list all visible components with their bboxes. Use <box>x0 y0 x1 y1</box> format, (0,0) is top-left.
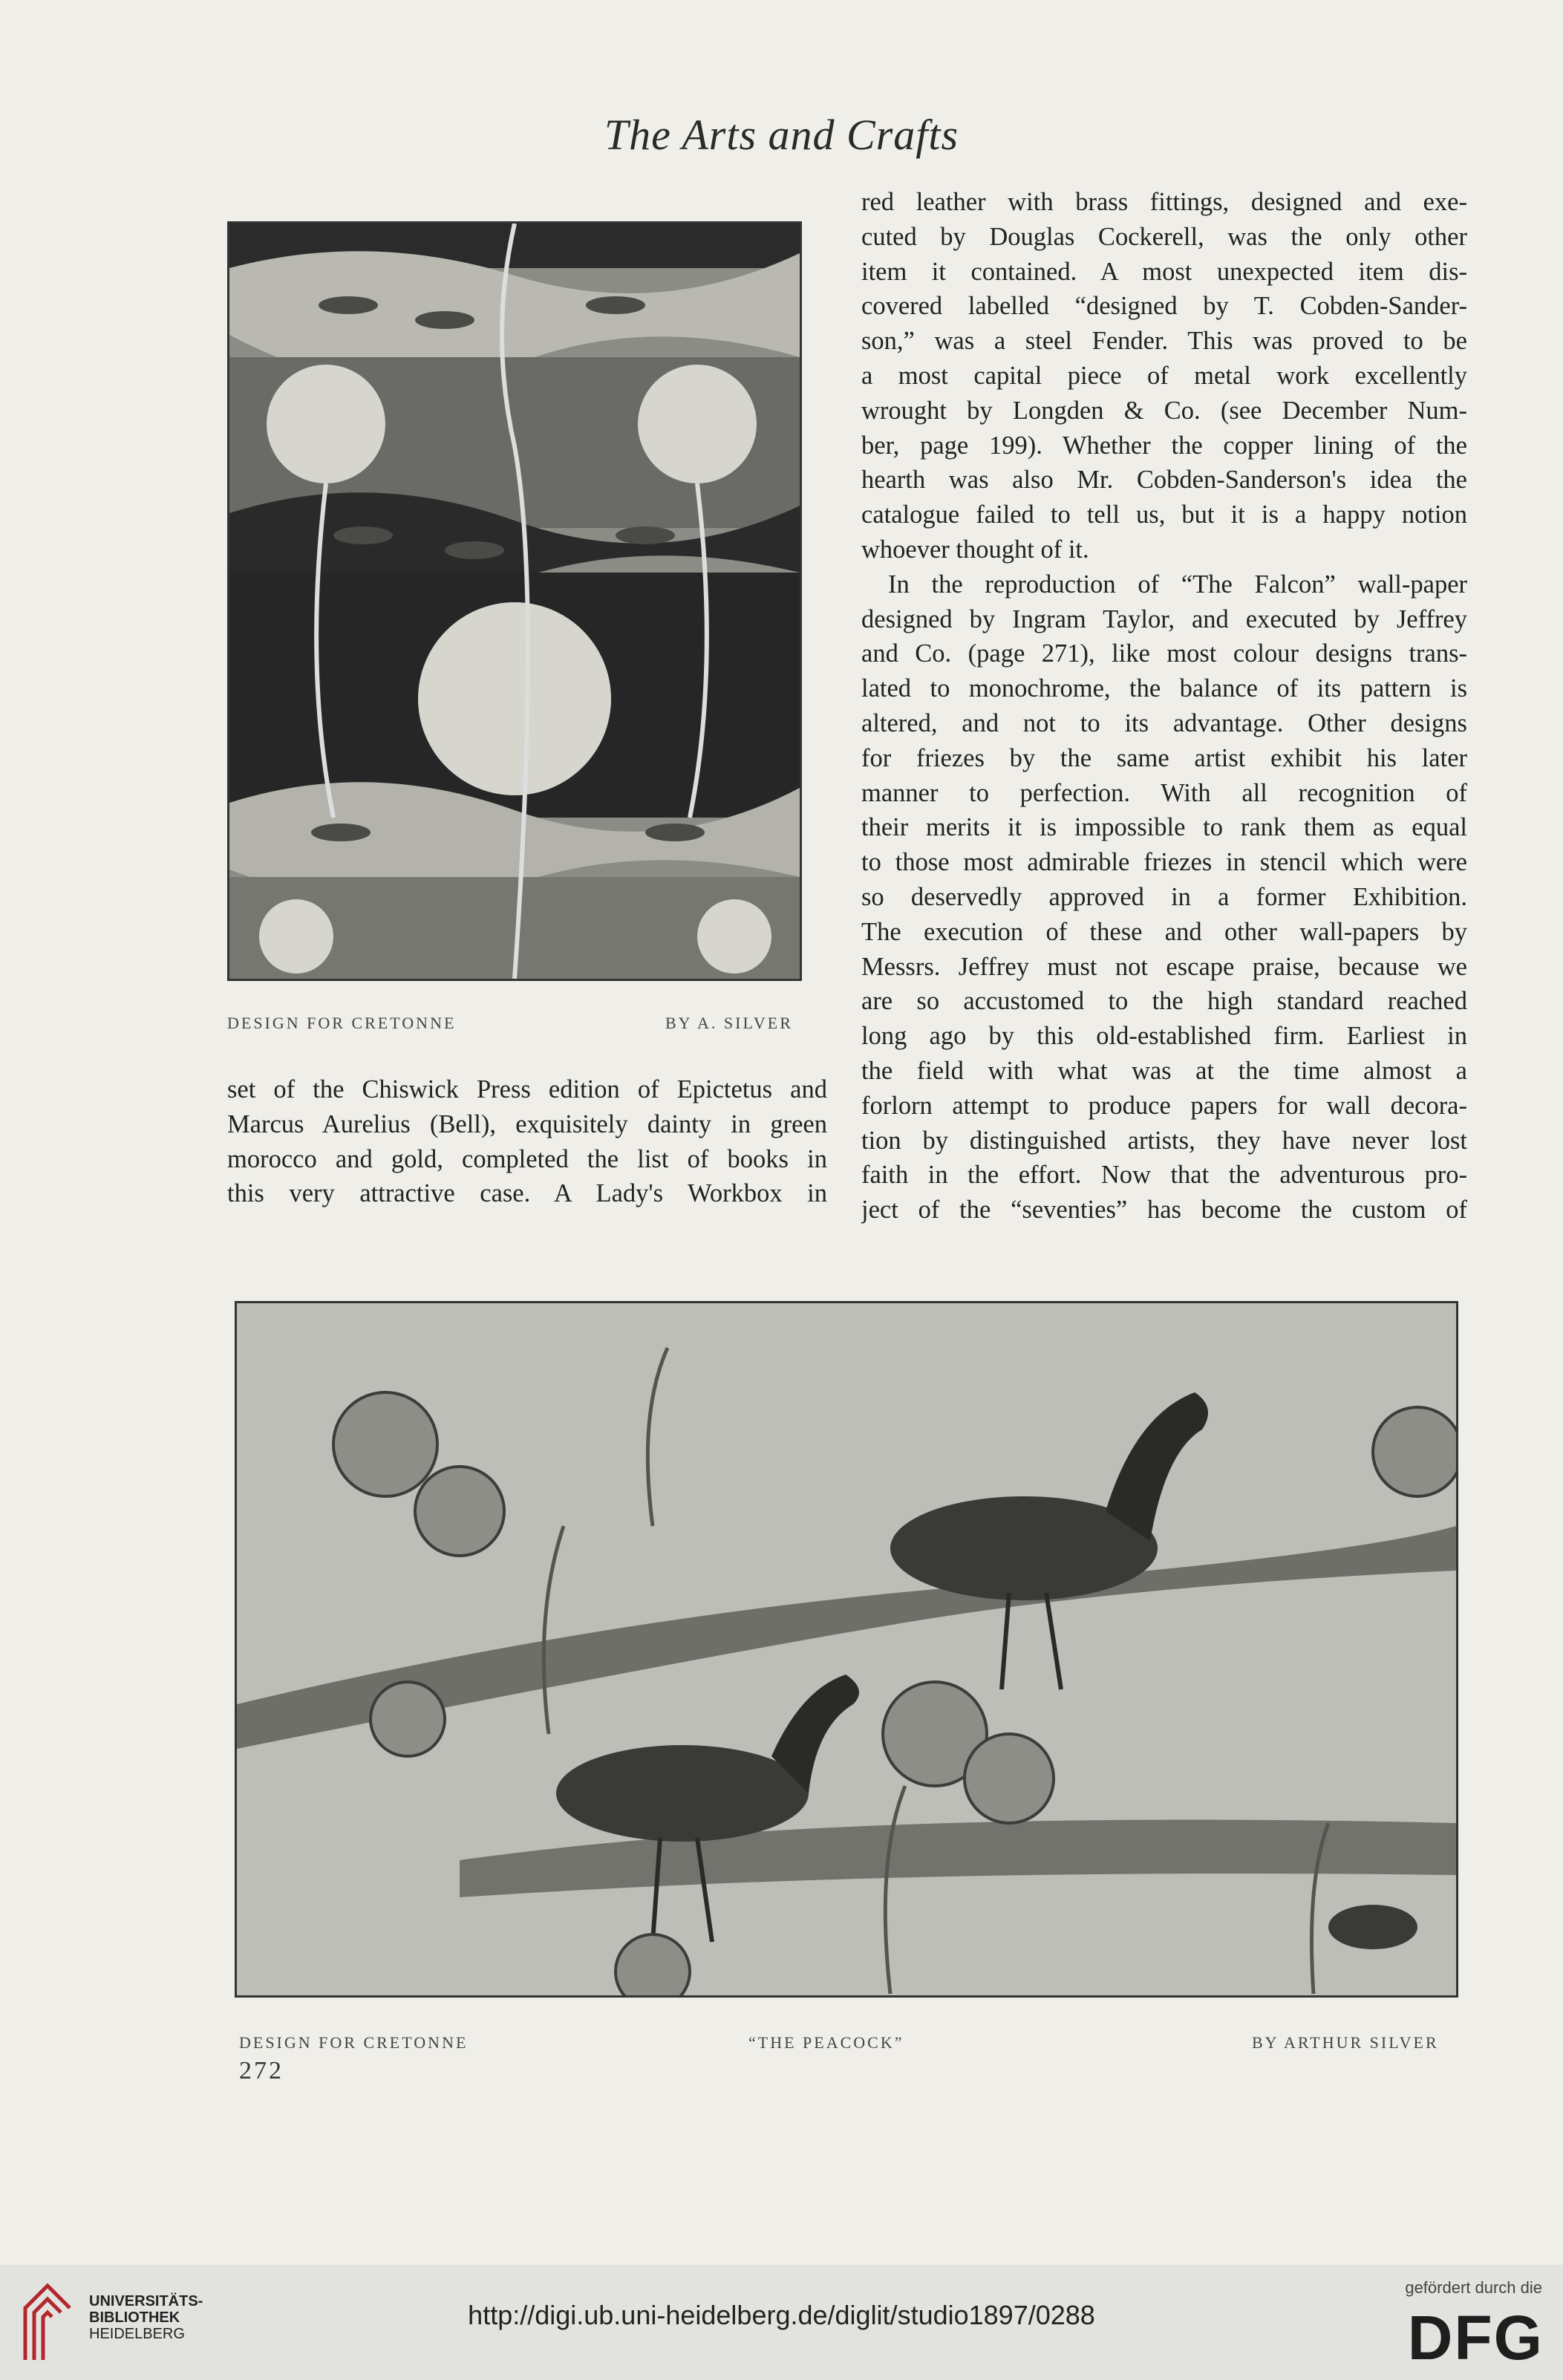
figure2-caption-left: DESIGN FOR CRETONNE <box>239 2033 469 2052</box>
text-line: so deservedly approved in a former Exhibition. <box>861 882 1467 911</box>
text-line: tion by distinguished artists, they have never lost <box>861 1126 1467 1155</box>
text-line: for friezes by the same artist exhibit his later <box>861 743 1467 772</box>
text-line: whoever thought of it. <box>861 535 1089 564</box>
text-line: a most capital piece of metal work excellently <box>861 361 1467 390</box>
text-line: ject of the “seventies” has become the custom of <box>861 1196 1467 1225</box>
text-line: covered labelled “designed by T. Cobden-Sander- <box>861 292 1467 321</box>
text-line: item it contained. A most unexpected item dis- <box>861 257 1467 286</box>
running-head: The Arts and Crafts <box>604 111 959 159</box>
text-line: wrought by Longden & Co. (see December Num- <box>861 396 1467 425</box>
library-line: BIBLIOTHEK <box>89 2309 180 2326</box>
text-line: set of the Chiswick Press edition of Epictetus and <box>227 1075 827 1103</box>
text-line: Marcus Aurelius (Bell), exquisitely dainty in green <box>227 1109 827 1138</box>
text-line: morocco and gold, completed the list of books in <box>227 1144 827 1173</box>
figure1-caption-left: DESIGN FOR CRETONNE <box>227 1014 457 1032</box>
text-line: lated to monochrome, the balance of its pattern is <box>861 674 1467 703</box>
peacock-design-image <box>235 1301 1458 1998</box>
text-line: The execution of these and other wall-papers by <box>861 917 1467 946</box>
text-line: are so accustomed to the high standard reached <box>861 987 1467 1016</box>
text-line: son,” was a steel Fender. This was proved to be <box>861 327 1467 356</box>
right-column-text <box>861 185 1467 1228</box>
funding-note: gefördert durch die <box>1405 2278 1542 2297</box>
cretonne-design-image <box>227 221 802 981</box>
dfg-logo: DFG <box>1407 2303 1544 2373</box>
text-line: and Co. (page 271), like most colour designs trans- <box>861 639 1467 668</box>
text-line: cuted by Douglas Cockerell, was the only other <box>861 222 1467 251</box>
text-line: ber, page 199). Whether the copper lining of the <box>861 431 1467 460</box>
text-line: faith in the effort. Now that the adventurous pro- <box>861 1161 1467 1190</box>
text-line: altered, and not to its advantage. Other designs <box>861 708 1467 737</box>
text-line: hearth was also Mr. Cobden-Sanderson's idea the <box>861 466 1467 495</box>
text-line: manner to perfection. With all recognition of <box>861 778 1467 807</box>
text-line: their merits it is impossible to rank them as equal <box>861 813 1467 842</box>
text-line: forlorn attempt to produce papers for wall decora- <box>861 1091 1467 1120</box>
figure1-caption-right: BY A. SILVER <box>665 1014 793 1032</box>
library-line: UNIVERSITÄTS- <box>89 2293 203 2309</box>
left-column-text <box>227 1072 827 1211</box>
text-line: to those most admirable friezes in stencil which were <box>861 848 1467 877</box>
text-line: this very attractive case. A Lady's Workbox in <box>227 1179 827 1208</box>
text-line: designed by Ingram Taylor, and executed by Jeffrey <box>861 604 1467 633</box>
figure2-caption-right: BY ARTHUR SILVER <box>1252 2033 1439 2052</box>
text-line: catalogue failed to tell us, but it is a happy notion <box>861 501 1467 529</box>
library-line: HEIDELBERG <box>89 2326 185 2342</box>
text-line: In the reproduction of “The Falcon” wall-paper <box>888 570 1467 599</box>
figure2-caption-center: “THE PEACOCK” <box>748 2033 904 2052</box>
text-line: Messrs. Jeffrey must not escape praise, because we <box>861 952 1467 981</box>
text-line: long ago by this old-established firm. Earliest in <box>861 1022 1467 1051</box>
text-line: the field with what was at the time almost a <box>861 1056 1467 1085</box>
text-line: red leather with brass fittings, designed and exe- <box>861 188 1467 216</box>
source-url-link[interactable]: http://digi.ub.uni-heidelberg.de/diglit/studio1897/0288 <box>468 2300 1095 2330</box>
page-number: 272 <box>239 2057 284 2084</box>
